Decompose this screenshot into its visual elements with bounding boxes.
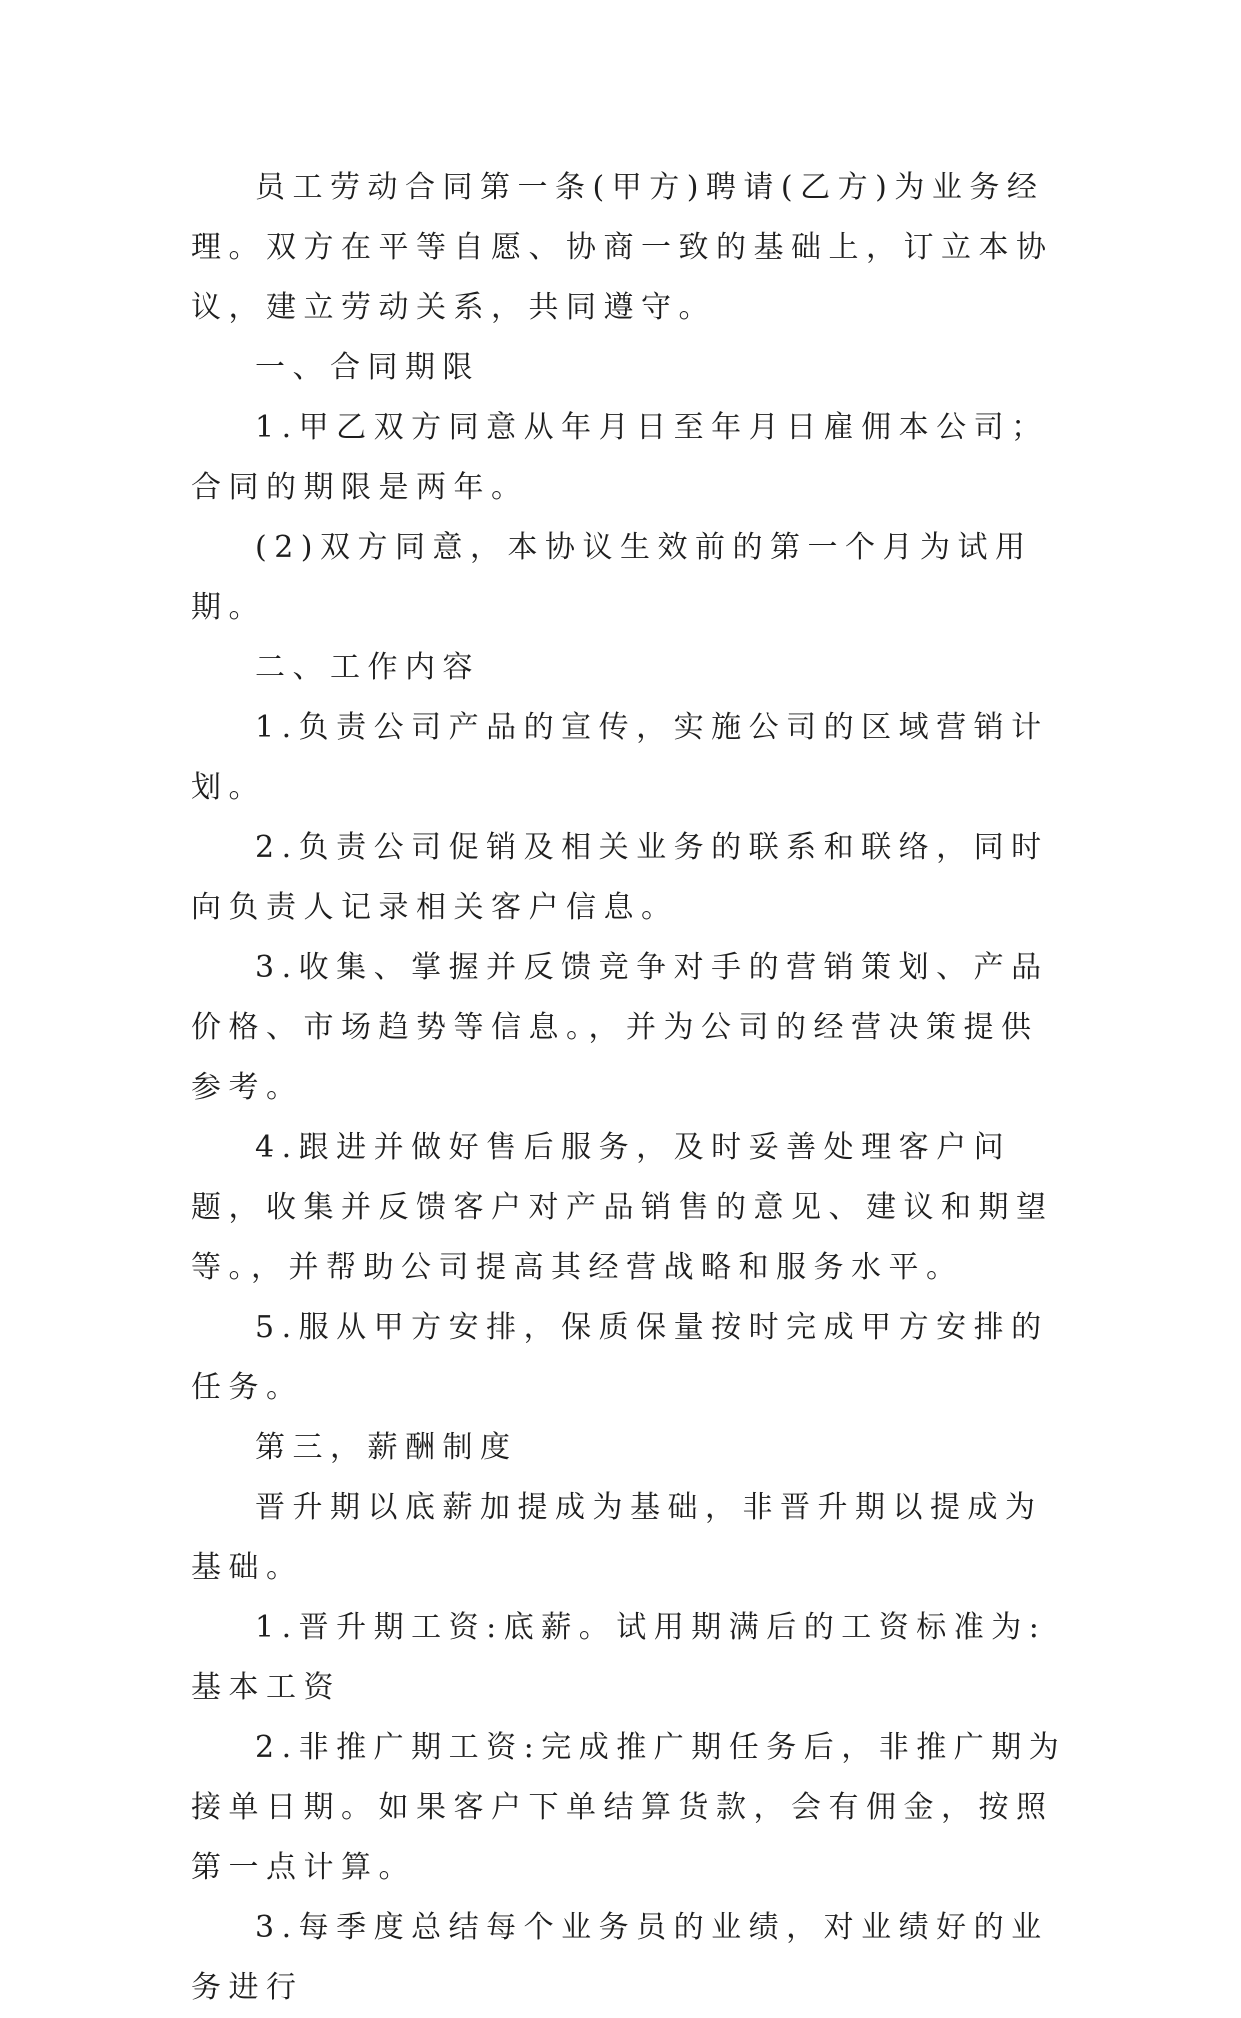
heading-work-content: 二、工作内容 — [255, 650, 480, 685]
heading-salary-system: 第三，薪酬制度 — [255, 1430, 518, 1465]
paragraph-salary-3: 3.每季度总结每个业务员的业绩，对业绩好的业务进行 — [191, 1910, 1049, 2005]
paragraph-intro: 员工劳动合同第一条(甲方)聘请(乙方)为业务经理。双方在平等自愿、协商一致的基础上，订立本协议，建立劳动关系，共同遵守。 — [191, 170, 1054, 325]
document-body — [191, 158, 1071, 2018]
heading-contract-term: 一、合同期限 — [255, 350, 480, 385]
paragraph-work-4: 4.跟进并做好售后服务，及时妥善处理客户问题，收集并反馈客户对产品销售的意见、建议和期望等。，并帮助公司提高其经营战略和服务水平。 — [191, 1130, 1054, 1285]
paragraph-salary-basis: 晋升期以底薪加提成为基础，非晋升期以提成为基础。 — [191, 1490, 1043, 1585]
paragraph-work-2: 2.负责公司促销及相关业务的联系和联络，同时向负责人记录相关客户信息。 — [191, 830, 1049, 925]
paragraph-term-2: (2)双方同意，本协议生效前的第一个月为试用期。 — [191, 530, 1033, 625]
paragraph-salary-1: 1.晋升期工资:底薪。试用期满后的工资标准为:基本工资 — [191, 1610, 1047, 1705]
paragraph-salary-2: 2.非推广期工资:完成推广期任务后，非推广期为接单日期。如果客户下单结算货款，会有佣金，按照第一点计算。 — [191, 1730, 1067, 1885]
paragraph-term-1: 1.甲乙双方同意从年月日至年月日雇佣本公司；合同的期限是两年。 — [191, 410, 1049, 505]
paragraph-work-3: 3.收集、掌握并反馈竞争对手的营销策划、产品价格、市场趋势等信息。，并为公司的经营决策提供参考。 — [191, 950, 1049, 1105]
paragraph-work-1: 1.负责公司产品的宣传，实施公司的区域营销计划。 — [191, 710, 1049, 805]
paragraph-work-5: 5.服从甲方安排，保质保量按时完成甲方安排的任务。 — [191, 1310, 1049, 1405]
